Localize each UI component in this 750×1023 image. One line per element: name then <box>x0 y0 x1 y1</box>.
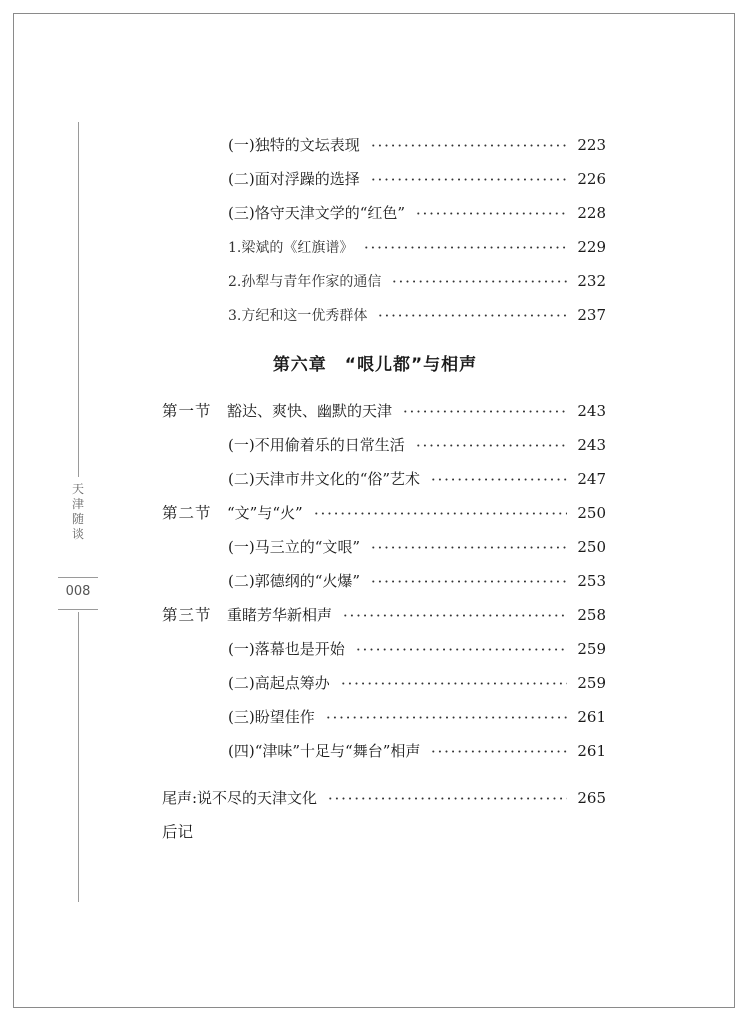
book-title-char: 随 <box>71 512 84 526</box>
toc-entry-page: 261 <box>577 742 606 760</box>
dot-leader <box>313 512 568 515</box>
toc-entry[interactable] <box>228 740 606 762</box>
toc-section-entry[interactable] <box>162 400 606 422</box>
section-number: 第三节 <box>162 606 212 624</box>
toc-section-entry[interactable] <box>162 604 606 626</box>
toc-entry-page: 243 <box>577 402 606 420</box>
dot-leader <box>430 478 567 481</box>
toc-entry[interactable] <box>228 202 606 224</box>
toc-entry[interactable] <box>228 168 606 190</box>
dot-leader <box>342 614 567 617</box>
toc-entry-page: 259 <box>577 674 606 692</box>
page-number-rule <box>58 609 98 610</box>
dot-leader <box>370 580 567 583</box>
toc-entry-page: 223 <box>577 136 606 154</box>
toc-entry[interactable] <box>228 468 606 490</box>
toc-entry-page: 258 <box>577 606 606 624</box>
toc-entry-page: 259 <box>577 640 606 658</box>
toc-entry[interactable] <box>228 672 606 694</box>
dot-leader <box>327 797 567 800</box>
toc-entry-page: 237 <box>577 306 606 324</box>
section-number: 第一节 <box>162 402 212 420</box>
running-book-title <box>68 482 88 542</box>
dot-leader <box>355 648 568 651</box>
dot-leader <box>391 280 567 283</box>
dot-leader <box>325 716 568 719</box>
toc-entry-label: (二)天津市井文化的“俗”艺术 <box>228 470 421 488</box>
dot-leader <box>430 750 567 753</box>
toc-entry-page: 253 <box>577 572 606 590</box>
toc-entry[interactable] <box>228 236 606 258</box>
toc-section-entry[interactable] <box>162 502 606 524</box>
toc-entry-page: 261 <box>577 708 606 726</box>
toc-entry-label: (三)恪守天津文学的“红色” <box>228 204 406 222</box>
dot-leader <box>415 212 567 215</box>
book-title-char: 天 <box>71 482 84 496</box>
toc-afterword-entry[interactable]: 后记 <box>162 823 194 841</box>
toc-entry-label: (四)“津味”十足与“舞台”相声 <box>228 742 421 760</box>
toc-entry[interactable] <box>228 134 606 156</box>
toc-entry-label: 3.方纪和这一优秀群体 <box>228 308 368 324</box>
dot-leader <box>402 410 567 413</box>
toc-entry-label: “文”与“火” <box>227 504 303 522</box>
toc-entry-page: 247 <box>577 470 606 488</box>
book-title-char: 津 <box>71 497 84 511</box>
toc-epilogue-entry[interactable] <box>162 787 606 809</box>
toc-entry[interactable] <box>228 270 606 292</box>
dot-leader <box>363 246 567 249</box>
margin-rule <box>78 612 79 902</box>
toc-entry-label: 1.梁斌的《红旗谱》 <box>228 240 354 256</box>
dot-leader <box>370 178 568 181</box>
toc-entry-label: (一)落幕也是开始 <box>228 640 345 658</box>
toc-entry-label: 2.孙犁与青年作家的通信 <box>228 274 382 290</box>
toc-entry[interactable] <box>228 304 606 326</box>
toc-entry[interactable] <box>228 706 606 728</box>
dot-leader <box>415 444 568 447</box>
toc-entry-page: 250 <box>577 538 606 556</box>
toc-entry[interactable] <box>228 570 606 592</box>
section-number: 第二节 <box>162 504 212 522</box>
toc-entry[interactable] <box>228 638 606 660</box>
toc-entry-label: 重睹芳华新相声 <box>227 606 333 624</box>
toc-entry-label: (一)马三立的“文哏” <box>228 538 361 556</box>
toc-entry-page: 226 <box>577 170 606 188</box>
dot-leader <box>340 682 568 685</box>
toc-entry-label: (二)面对浮躁的选择 <box>228 170 360 188</box>
page-number-rule <box>58 577 98 578</box>
toc-entry[interactable] <box>228 434 606 456</box>
toc-entry-label: 豁达、爽快、幽默的天津 <box>227 402 393 420</box>
toc-entry-page: 243 <box>577 436 606 454</box>
toc-entry-label: 尾声:说不尽的天津文化 <box>162 789 318 807</box>
page-number: 008 <box>65 584 91 599</box>
dot-leader <box>377 314 567 317</box>
toc-entry-page: 232 <box>577 272 606 290</box>
dot-leader <box>370 144 568 147</box>
dot-leader <box>370 546 567 549</box>
chapter-title: 第六章 “哏儿都”与相声 <box>272 355 478 375</box>
toc-entry-page: 265 <box>577 789 606 807</box>
toc-entry-page: 228 <box>577 204 606 222</box>
toc-entry-label: (二)郭德纲的“火爆” <box>228 572 361 590</box>
toc-entry-label: (一)不用偷着乐的日常生活 <box>228 436 405 454</box>
toc-entry[interactable] <box>228 536 606 558</box>
toc-entry-page: 250 <box>577 504 606 522</box>
toc-entry-label: (二)高起点筹办 <box>228 674 330 692</box>
toc-entry-page: 229 <box>577 238 606 256</box>
toc-entry-label: (三)盼望佳作 <box>228 708 315 726</box>
toc-entry-label: (一)独特的文坛表现 <box>228 136 360 154</box>
book-title-char: 谈 <box>71 527 84 541</box>
margin-rule <box>78 122 79 477</box>
